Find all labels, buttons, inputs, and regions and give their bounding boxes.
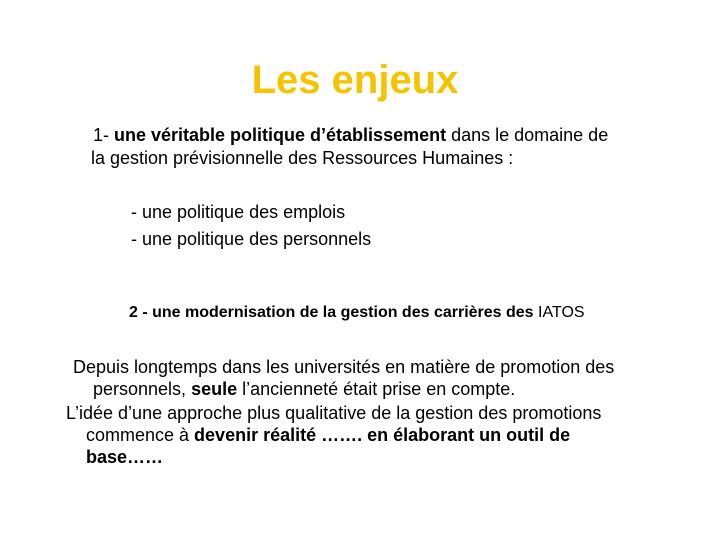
point-one-number: 1-: [93, 125, 115, 145]
paragraph-approche: [66, 402, 686, 468]
paragraph-anciennete-line2-end: l’ancienneté était prise en compte.: [237, 379, 516, 399]
paragraph-anciennete: [73, 356, 693, 400]
point-one-line2: la gestion prévisionnelle des Ressources Humaines :: [91, 148, 514, 168]
paragraph-anciennete-bold: seule: [191, 379, 238, 399]
paragraph-anciennete-line1: Depuis longtemps dans les universités en matière de promotion des: [73, 357, 615, 377]
bullet-item-emplois: - une politique des emplois: [131, 202, 346, 222]
slide-title: Les enjeux: [251, 58, 459, 102]
point-two-bold: 2 - une modernisation de la gestion des carrières des: [129, 304, 534, 321]
point-two: [129, 302, 585, 324]
paragraph-approche-line2: [66, 424, 686, 446]
paragraph-approche-line1: L’idée d’une approche plus qualitative de la gestion des promotions: [66, 403, 602, 423]
paragraph-approche-bold: devenir réalité ……. en élaborant un outil de: [194, 425, 571, 445]
paragraph-approche-line3: [66, 446, 686, 468]
point-one-bold: une véritable politique d’établissement: [114, 125, 447, 145]
bullet-item-personnels: - une politique des personnels: [131, 229, 372, 249]
point-one-rest: dans le domaine de: [446, 125, 609, 145]
point-one: [93, 124, 693, 170]
paragraph-anciennete-line2-start: personnels,: [93, 379, 192, 399]
paragraph-approche-line3-bold: base……: [86, 447, 164, 467]
paragraph-approche-line2-start: commence à: [86, 425, 195, 445]
bullet-list: [131, 199, 371, 253]
paragraph-anciennete-line2: [73, 378, 693, 400]
point-two-rest: IATOS: [533, 304, 585, 321]
